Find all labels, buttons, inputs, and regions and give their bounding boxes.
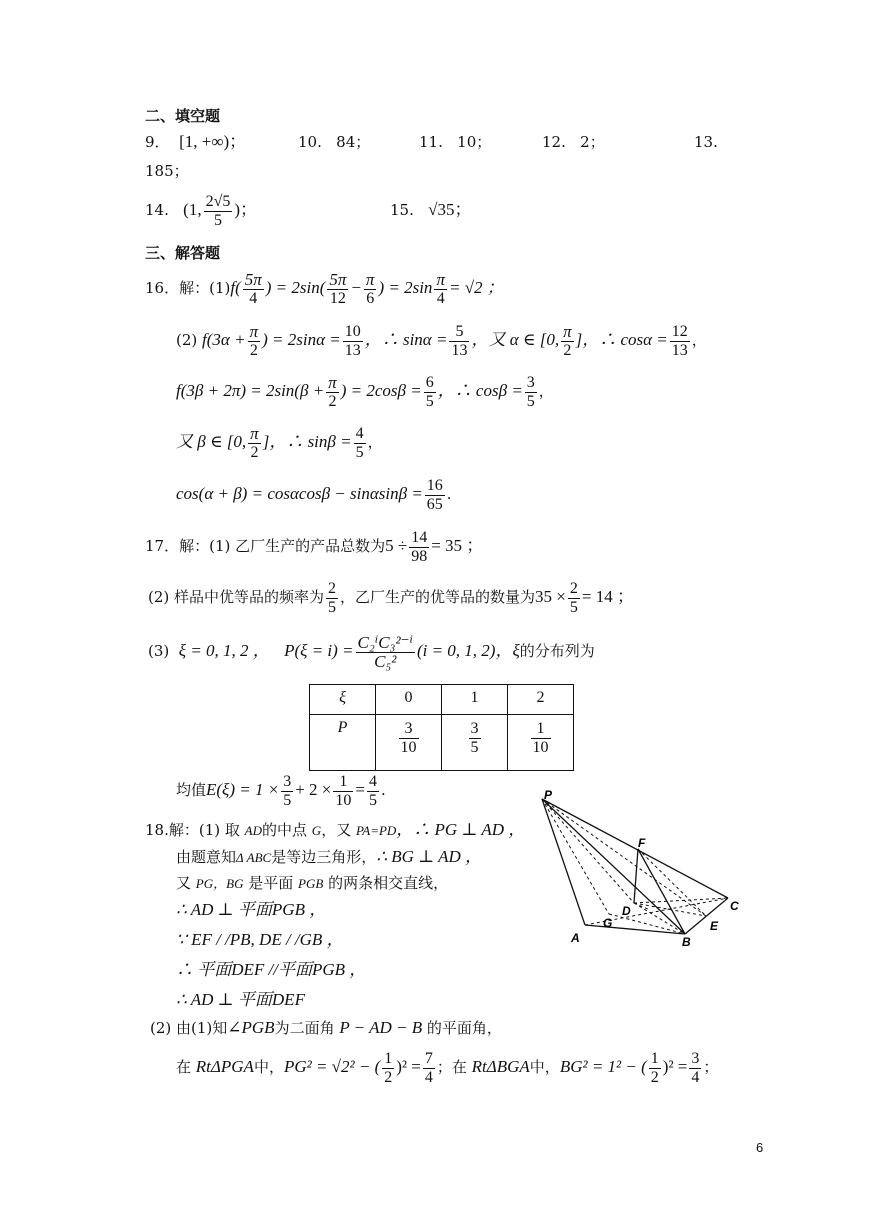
table-header-xi: ξ	[310, 685, 376, 715]
fill-answer-9: 9． [1, +∞)；	[145, 132, 247, 151]
section-fill-in-title: 二、填空题	[145, 107, 221, 125]
fill-answer-11: 11. 10；	[419, 133, 492, 151]
fill-answer-13-num: 13.	[694, 133, 718, 151]
q17-line-4: 均值E(ξ) = 1 × $\frac{3}{5}$ + 2 × $\frac{1}{10}$ = $\frac{4}{5}$ .	[176, 772, 386, 809]
pyramid-figure	[530, 785, 750, 955]
q16-line-5: cos(α + β) = cosαcosβ − sinαsinβ = $\frac{16}{65}$ .	[176, 476, 452, 513]
distribution-table	[309, 684, 574, 771]
q16-line-1: 16．解：(1)f( $\frac{5\pi}{4}$ ) = 2sin( $\frac{5\pi}{12}$ − $\frac{\pi}{6}$ ) = 2sin $\frac{\pi}{4}$ = √2 ；	[145, 269, 504, 307]
table-cell-p1: $\frac{3}{5}$	[442, 715, 508, 771]
label-g: G	[603, 916, 613, 930]
section-solutions-title: 三、解答题	[145, 244, 221, 262]
table-row-p: P	[310, 715, 376, 771]
table-header-0: 0	[376, 685, 442, 715]
q17-line-2: (2) 样品中优等品的频率为 $\frac{2}{5}$ ，乙厂生产的优等品的数量为35 × $\frac{2}{5}$ = 14 ；	[148, 579, 634, 616]
label-c: C	[730, 899, 739, 913]
label-a: A	[571, 931, 580, 945]
table-header-2: 2	[508, 685, 574, 715]
q18-line-8: (2) 由(1)知∠PGB为二面角 P − AD − B 的平面角，	[150, 1018, 502, 1037]
page-number: 6	[756, 1140, 764, 1155]
label-b: B	[682, 935, 691, 949]
q17-line-3: (3) ξ = 0, 1, 2 ， P(ξ = i) = $\frac{\text{C₂ⁱC₃²⁻ⁱ}}{\text{C₅²}}$ (i = 0, 1, 2)，ξ的分布列为	[148, 632, 595, 671]
label-d: D	[622, 904, 631, 918]
label-e: E	[710, 919, 719, 933]
fill-answer-10: 10. 84；	[298, 133, 371, 151]
q16-line-2: (2) f(3α + $\frac{\pi}{2}$ ) = 2sinα = $\frac{10}{13}$ ，∴ sinα = $\frac{5}{13}$ ，又 α ∈ [0, $\frac{\pi}{2}$ ]，∴ cosα = $\frac{12}{13}$ ，	[176, 321, 707, 359]
q18-line-6: ∴ 平面DEF //平面PGB ，	[176, 960, 367, 979]
q18-line-2: 由题意知Δ ABC是等边三角形，∴ BG ⊥ AD ，	[176, 847, 483, 866]
q18-line-9: 在 RtΔPGA中，PG² = √2² − ( $\frac{1}{2}$ )² = $\frac{7}{4}$ ；在 RtΔBGA中，BG² = 1² − ( $\frac{1}{2}$ )² = $\frac{3}{4}$ ；	[176, 1049, 719, 1086]
q18-line-5: ∵ EF / /PB, DE / /GB ，	[176, 930, 344, 949]
q18-line-1: 18.解：(1) 取 AD的中点 G，又 PA=PD，∴ PG ⊥ AD ，	[145, 820, 526, 839]
label-p: P	[544, 788, 553, 802]
fill-answer-15: 15. √35；	[390, 200, 472, 219]
table-cell-p2: $\frac{1}{10}$	[508, 715, 574, 771]
q16-line-3: f(3β + 2π) = 2sin(β + $\frac{\pi}{2}$ ) = 2cosβ = $\frac{6}{5}$ ，∴ cosβ = $\frac{3}{5}$ ，	[176, 372, 554, 410]
q18-line-7: ∴ AD ⊥ 平面DEF	[176, 990, 305, 1009]
q17-line-1: 17．解：(1) 乙厂生产的产品总数为5 ÷ $\frac{14}{98}$ = 35 ；	[145, 528, 484, 565]
q18-line-3: 又 PG，BG 是平面 PGB 的两条相交直线，	[176, 874, 449, 892]
fill-answer-13: 185；	[145, 162, 189, 180]
fill-answer-12: 12. 2；	[542, 133, 605, 151]
fill-answer-14: 14. (1, $\frac{2√5}{5}$ )；	[145, 192, 258, 229]
q18-line-4: ∴ AD ⊥ 平面PGB ，	[176, 900, 327, 919]
table-cell-p0: $\frac{3}{10}$	[376, 715, 442, 771]
table-header-1: 1	[442, 685, 508, 715]
q16-line-4: 又 β ∈ [0, $\frac{\pi}{2}$ ]，∴ sinβ = $\frac{4}{5}$ ，	[176, 423, 383, 461]
label-f: F	[638, 836, 646, 850]
